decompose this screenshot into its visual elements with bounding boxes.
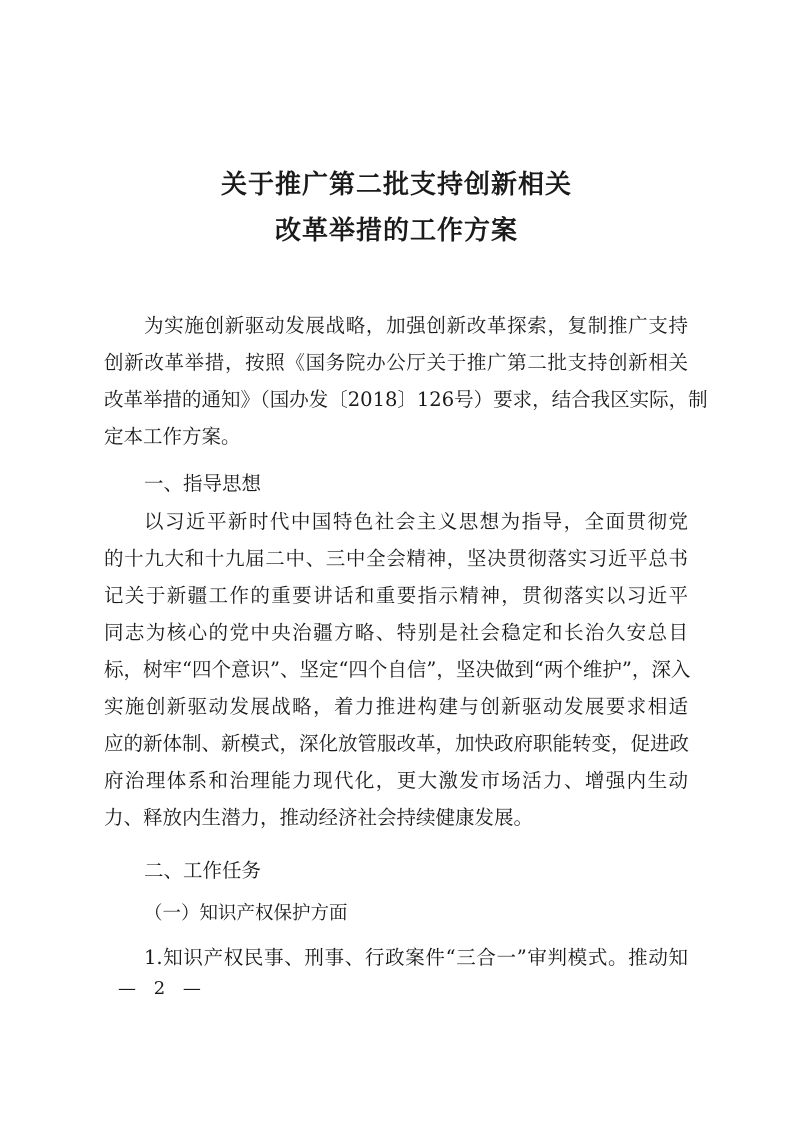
paragraph-line: 标，树牢“四个意识”、坚定“四个自信”，坚决做到“两个维护”，深入 (104, 658, 691, 681)
paragraph-line: 的十九大和十九届二中、三中全会精神，坚决贯彻落实习近平总书 (104, 547, 688, 570)
paragraph-line: 府治理体系和治理能力现代化，更大激发市场活力、增强内生动 (104, 769, 688, 792)
subsection-heading-ip-protection: （一）知识产权保护方面 (144, 903, 348, 924)
page-number: — 2 — (118, 978, 207, 999)
document-title-line-2: 改革举措的工作方案 (274, 216, 518, 246)
paragraph-line: 记关于新疆工作的重要讲话和重要指示精神，贯彻落实以习近平 (104, 584, 688, 607)
paragraph-line: 实施创新驱动发展战略，着力推进构建与创新驱动发展要求相适 (104, 695, 688, 718)
paragraph-line: 应的新体制、新模式，深化放管服改革，加快政府职能转变，促进政 (104, 732, 690, 755)
paragraph-line: 为实施创新驱动发展战略，加强创新改革探索，复制推广支持 (144, 314, 688, 337)
paragraph-line: 同志为核心的党中央治疆方略、特别是社会稳定和长治久安总目 (104, 621, 688, 644)
section-heading-guiding-thought: 一、指导思想 (144, 472, 262, 495)
paragraph-line: 改革举措的通知》（国办发〔2018〕126号）要求，结合我区实际，制 (104, 388, 708, 411)
paragraph-line: 以习近平新时代中国特色社会主义思想为指导，全面贯彻党 (144, 510, 688, 533)
item-1-line: 1.知识产权民事、刑事、行政案件“三合一”审判模式。推动知 (144, 946, 688, 969)
section-heading-work-tasks: 二、工作任务 (144, 859, 262, 882)
paragraph-line: 定本工作方案。 (104, 425, 241, 448)
paragraph-line: 力、释放内生潜力，推动经济社会持续健康发展。 (104, 806, 534, 829)
document-title-line-1: 关于推广第二批支持创新相关 (220, 170, 572, 200)
paragraph-line: 创新改革举措，按照《国务院办公厅关于推广第二批支持创新相关 (104, 351, 688, 374)
